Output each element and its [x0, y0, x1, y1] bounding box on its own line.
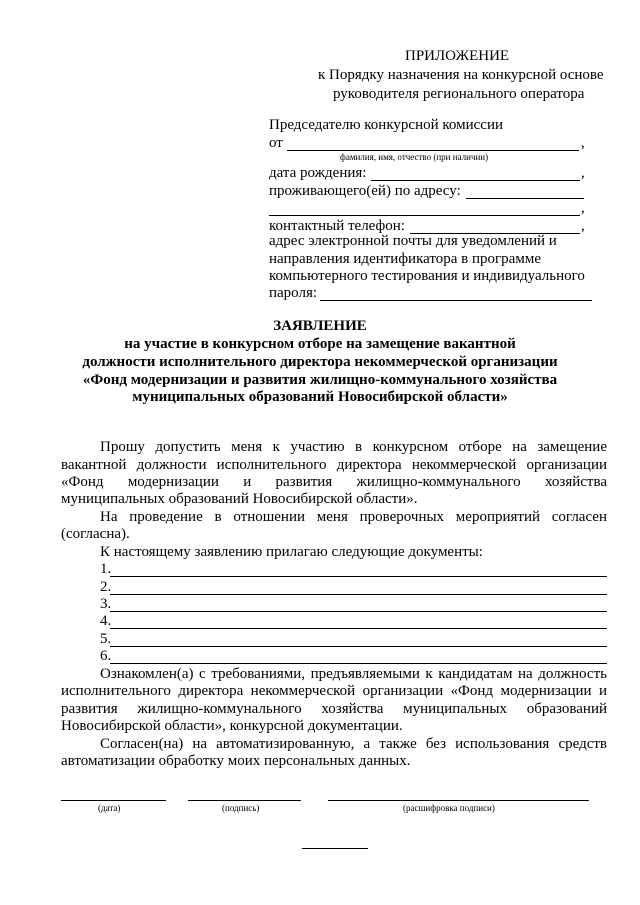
- appendix-line-1: к Порядку назначения на конкурсной основе: [318, 67, 604, 83]
- paragraph-4-line-1: Ознакомлен(а) с требованиями, предъявляемыми к кандидатам на должность: [100, 666, 607, 682]
- bottom-divider: [302, 848, 368, 849]
- paragraph-1-line-1: Прошу допустить меня к участию в конкурсном отборе на замещение: [100, 439, 607, 455]
- document-line[interactable]: [110, 628, 607, 629]
- document-line[interactable]: [110, 663, 607, 664]
- paragraph-3: К настоящему заявлению прилагаю следующие документы:: [100, 544, 483, 560]
- paragraph-4-line-2: исполнительного директора некоммерческой организации «Фонд модернизации и: [61, 683, 607, 699]
- document-line[interactable]: [110, 576, 607, 577]
- signature-transcript-caption: (расшифровка подписи): [403, 803, 495, 813]
- date-field[interactable]: [61, 800, 166, 801]
- password-field[interactable]: [320, 300, 592, 301]
- appendix-title: ПРИЛОЖЕНИЕ: [405, 48, 510, 64]
- statement-subtitle-2: должности исполнительного директора некоммерческой организации: [82, 354, 558, 370]
- statement-subtitle-1: на участие в конкурсном отборе на замещение вакантной: [124, 336, 516, 352]
- from-comma: ,: [581, 135, 585, 151]
- name-hint: фамилия, имя, отчество (при наличии): [340, 152, 489, 162]
- document-line[interactable]: [110, 646, 607, 647]
- document-line[interactable]: [110, 611, 607, 612]
- paragraph-4-line-3: развития жилищно-коммунального хозяйства муниципальных образований: [61, 701, 607, 717]
- from-label: от: [269, 135, 283, 151]
- address-comma: ,: [581, 200, 585, 216]
- document-number: 2.: [100, 579, 112, 595]
- document-number: 1.: [100, 561, 112, 577]
- document-number: 5.: [100, 631, 112, 647]
- date-caption: (дата): [98, 803, 121, 813]
- dob-label: дата рождения:: [269, 165, 367, 181]
- paragraph-5-line-2: автоматизации обработку моих персональных данных.: [61, 753, 411, 769]
- signature-field[interactable]: [188, 800, 301, 801]
- address-field-2[interactable]: [269, 215, 580, 216]
- from-name-field[interactable]: [287, 150, 579, 151]
- paragraph-1-line-3: «Фонд модернизации и развития жилищно-коммунального хозяйства: [61, 474, 607, 490]
- paragraph-1-line-4: муниципальных образований Новосибирской области».: [61, 491, 418, 507]
- phone-comma: ,: [581, 218, 585, 234]
- paragraph-1-line-2: вакантной должности исполнительного директора некоммерческой организации: [61, 457, 607, 473]
- signature-caption: (подпись): [222, 803, 260, 813]
- password-label: пароля:: [269, 285, 318, 301]
- email-line-3: компьютерного тестирования и индивидуального: [269, 268, 585, 284]
- paragraph-5-line-1: Согласен(на) на автоматизированную, а также без использования средств: [100, 736, 607, 752]
- dob-comma: ,: [581, 165, 585, 181]
- address-label: проживающего(ей) по адресу:: [269, 183, 461, 199]
- document-number: 3.: [100, 596, 112, 612]
- email-line-2: направления идентификатора в программе: [269, 251, 541, 267]
- paragraph-2-line-1: На проведение в отношении меня проверочных мероприятий согласен: [100, 509, 607, 525]
- paragraph-4-line-4: Новосибирской области», конкурсной документации.: [61, 718, 403, 734]
- dob-field[interactable]: [371, 180, 580, 181]
- statement-subtitle-4: муниципальных образований Новосибирской области»: [132, 389, 508, 405]
- document-number: 6.: [100, 648, 112, 664]
- statement-title: ЗАЯВЛЕНИЕ: [273, 318, 367, 334]
- document-line[interactable]: [110, 594, 607, 595]
- paragraph-2-line-2: (согласна).: [61, 526, 130, 542]
- signature-transcript-field[interactable]: [328, 800, 589, 801]
- phone-label: контактный телефон:: [269, 218, 405, 234]
- document-number: 4.: [100, 613, 112, 629]
- email-line-1: адрес электронной почты для уведомлений и: [269, 233, 557, 249]
- address-field-1[interactable]: [466, 198, 584, 199]
- appendix-line-2: руководителя регионального оператора: [333, 86, 585, 102]
- addressee-to: Председателю конкурсной комиссии: [269, 117, 504, 133]
- statement-subtitle-3: «Фонд модернизации и развития жилищно-коммунального хозяйства: [82, 372, 558, 388]
